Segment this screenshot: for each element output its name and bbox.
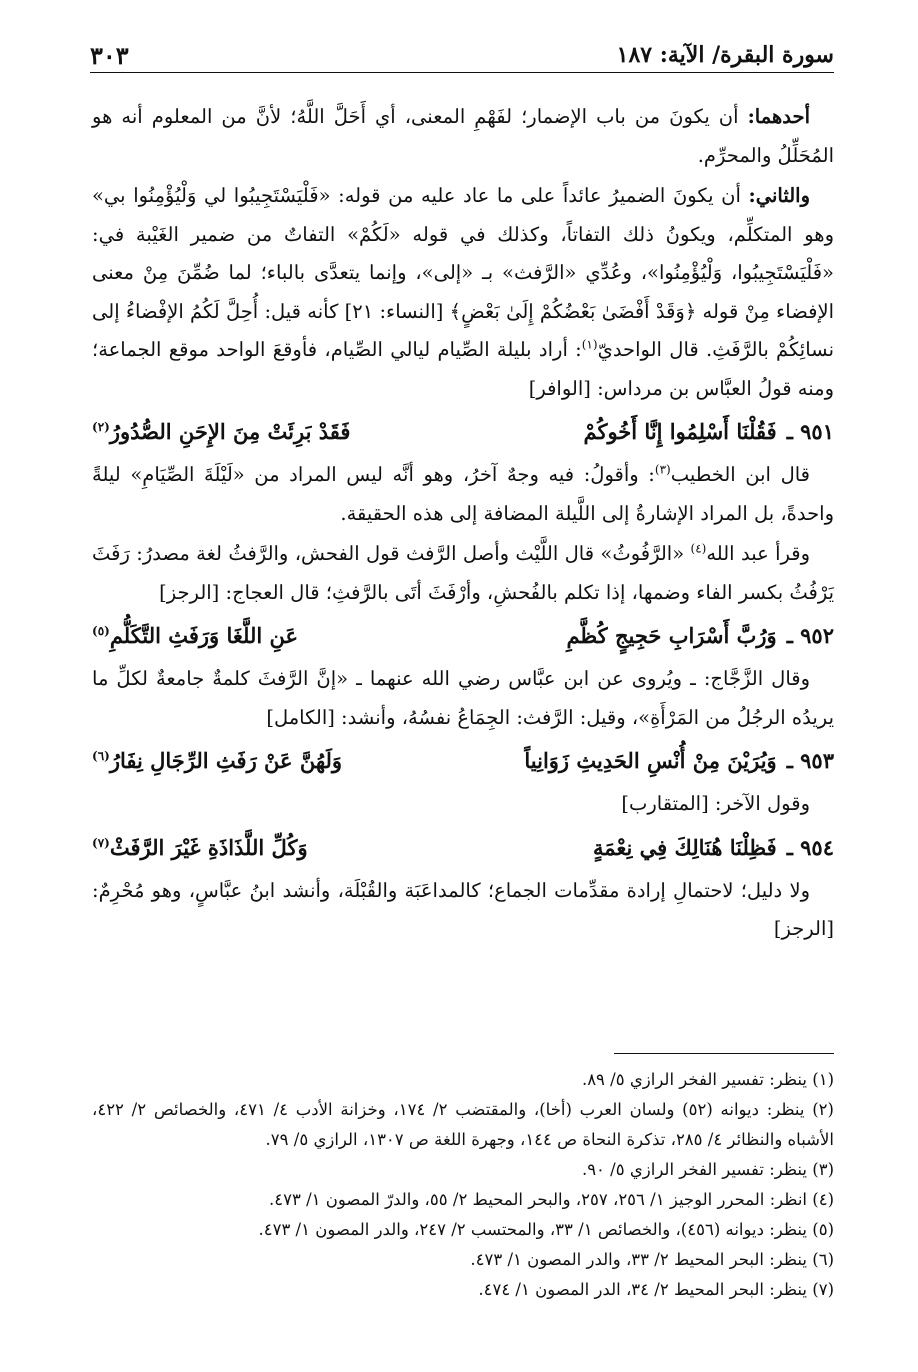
footnote-ref: (٣) xyxy=(654,462,671,477)
poetic-meter: [الكامل] xyxy=(266,705,335,729)
footnote-ref: (٧) xyxy=(92,835,110,850)
paragraph-text: وقال الزَّجَّاج: ـ ويُروى عن ابن عبَّاس رضي الله عنهما ـ «إنَّ الرَّفثَ كلمةٌ جامعةٌ لكلِّ ما يريدُه الرجُلُ من المَرْأَةِ»، وقيل: الرَّفث: الجِمَاعُ نفسُهُ، وأنشد: xyxy=(92,667,834,729)
verse-953 xyxy=(92,739,834,783)
verse-hemistich-first: وَرُبَّ أَسْرَابِ حَجِيجٍ كُظَّمِ xyxy=(566,623,777,648)
verse-952 xyxy=(92,614,834,658)
verse-number: ٩٥١ ـ xyxy=(786,419,834,444)
footnote-ref: (١) xyxy=(581,337,598,352)
verse-hemistich-second xyxy=(92,826,434,870)
paragraph-text: وقول الآخر: xyxy=(714,792,810,815)
paragraph-first-opinion xyxy=(92,98,834,175)
verse-hemistich-first: وَيُرَيْنَ مِنْ أُنْسِ الحَدِيثِ زَوَانِياً xyxy=(524,748,777,773)
footnote-item: (٦) ينظر: البحر المحيط ٢/ ٣٣، والدر المصون ١/ ٤٧٣. xyxy=(470,1250,834,1269)
paragraph-text: : أراد بليلة الصِّيام ليالي الصِّيام، فأوقعَ الواحد موقع الجماعة؛ ومنه قولُ العبَّاس بن مرداس: xyxy=(92,338,834,400)
paragraph-other-saying xyxy=(92,785,834,824)
verse-text: فَقَدْ بَرِئَتْ مِنَ الإِحَنِ الصُّدُورُ xyxy=(109,419,351,444)
paragraph-no-evidence xyxy=(92,872,834,949)
verse-hemistich-second xyxy=(92,614,434,658)
footnote-ref: (٦) xyxy=(92,749,110,763)
poetic-meter: [الرجز] xyxy=(773,917,834,940)
footnote-divider xyxy=(614,1053,834,1054)
poetic-meter: [الرجز] xyxy=(159,580,220,604)
verse-text: عَنِ اللَّغَا وَرَفَثِ التَّكَلُّمِ xyxy=(109,623,299,648)
header-title: سورة البقرة/ الآية: ١٨٧ xyxy=(616,42,834,68)
paragraph-abdullah-reading xyxy=(92,535,834,612)
paragraph-second-opinion xyxy=(92,177,834,408)
paragraph-ibn-khatib xyxy=(92,456,834,533)
verse-number: ٩٥٤ ـ xyxy=(786,834,834,860)
paragraph-text: وقرأ عبد الله xyxy=(706,542,810,565)
footnote-item: (٢) ينظر: ديوانه (٥٢) ولسان العرب (أخا)، والمقتضب ٢/ ١٧٤، وخزانة الأدب ٤/ ٤٧١، والخصائص ٢/ ٤٢٢، الأشباه والنظائر ٤/ ٢٨٥، تذكرة النحاة ص ١٤٤، وجهرة اللغة ص ١٣٠٧، الرازي ٥/ ٧٩. xyxy=(92,1100,834,1149)
verse-hemistich-second xyxy=(92,410,434,454)
footnote-item: (٤) انظر: المحرر الوجيز ١/ ٢٥٦، ٢٥٧، والبحر المحيط ٢/ ٥٥، والدرّ المصون ١/ ٤٧٣. xyxy=(268,1190,834,1209)
verse-text: وَلَهُنَّ عَنْ رَفَثِ الرِّجَالِ نِفَارُ xyxy=(109,748,343,773)
footnotes xyxy=(92,1065,834,1305)
verse-number: ٩٥٣ ـ xyxy=(786,748,834,773)
paragraph-text: : وأقولُ: فيه وجهٌ آخرُ، وهو أنَّه ليس المراد من «لَيْلَةَ الصِّيَامِ» ليلةً واحدةً، بل المراد الإشارةُ إلى اللَّيلة المضافة إلى هذه الحقيقة. xyxy=(92,463,834,525)
poetic-meter: [الوافر] xyxy=(528,376,591,400)
running-header xyxy=(90,38,834,73)
paragraph-lead: أحدهما: xyxy=(747,105,810,128)
footnote-item: (٣) ينظر: تفسير الفخر الرازي ٥/ ٩٠. xyxy=(581,1160,834,1179)
paragraph-lead: والثاني: xyxy=(748,184,811,207)
footnote-item: (٥) ينظر: ديوانه (٤٥٦)، والخصائص ١/ ٣٣، والمحتسب ٢/ ٢٤٧، والدر المصون ١/ ٤٧٣. xyxy=(258,1220,834,1239)
verse-number: ٩٥٢ ـ xyxy=(786,623,834,648)
footnote-ref: (٤) xyxy=(690,541,707,556)
paragraph-text: قال ابن الخطيب xyxy=(670,463,810,486)
paragraph-text: أن يكونَ الضميرُ عائداً على ما عاد عليه من قوله: «فَلْيَسْتَجِيبُوا لي وَلْيُؤْمِنُوا بي» وهو المتكلِّم، ويكونُ ذلك التفاتاً، وكذلك في قوله «لَكُمْ» التفاتٌ من ضمير الغَيْبة في: «فَلْيَسْتَجِيبُوا، وَلْيُؤْمِنُوا»، وعُدِّي «الرَّفث» بـ «إلى»، وإنما يتعدَّى بالباء؛ لما ضُمِّنَ مِنْ معنى الإفضاء مِنْ قوله ﴿وَقَدْ أَفْضَىٰ بَعْضُكُمْ إِلَىٰ بَعْضٍ﴾ [النساء: ٢١] كأنه قيل: أُحِلَّ لَكُمُ الإفْضاءُ إلى نسائِكُمْ بالرَّفَثِ. قال الواحديّ xyxy=(92,184,834,361)
verse-hemistich-first: فَظِلْنَا هُنَالِكَ فِي نِعْمَةٍ xyxy=(592,834,777,860)
verse-hemistich-second xyxy=(92,739,434,783)
footnote-ref: (٥) xyxy=(92,624,110,638)
paragraph-text: «الرَّفُوثُ» قال اللَّيْث وأصل الرَّفث قول الفحش، والرَّفثُ لغة مصدرُ: رَفَثَ يَرْفُثُ بكسر الفاء وضمها، إذا تكلم بالفُحشِ، وأرْفَثَ أتَى بالرَّفثِ؛ قال العجاج: xyxy=(92,542,834,604)
paragraph-text: ولا دليل؛ لاحتمالِ إرادة مقدِّمات الجماع؛ كالمداعَبَة والقُبْلَة، وأنشد ابنُ عبَّاسٍ، وهو مُحْرِمٌ: xyxy=(92,878,810,902)
page-number: ٣٠٣ xyxy=(90,41,129,70)
verse-hemistich-first: فَقُلْنَا أَسْلِمُوا إِنَّا أَخُوكُمْ xyxy=(583,419,777,444)
footnote-item: (١) ينظر: تفسير الفخر الرازي ٥/ ٨٩. xyxy=(581,1070,834,1089)
verse-954 xyxy=(92,826,834,870)
poetic-meter: [المتقارب] xyxy=(621,792,709,815)
verse-text: وَكُلِّ اللَّذَاذَةِ غَيْرَ الرَّفَثْ xyxy=(109,834,308,860)
footnote-item: (٧) ينظر: البحر المحيط ٢/ ٣٤، الدر المصون ١/ ٤٧٤. xyxy=(478,1280,834,1299)
verse-951 xyxy=(92,410,834,454)
paragraph-zajjaj xyxy=(92,660,834,737)
main-text xyxy=(92,98,834,951)
paragraph-text: أن يكونَ من باب الإضمار؛ لفَهْمِ المعنى، أي أَحَلَّ اللَّهُ؛ لأنَّ من المعلوم أنه هو المُحَلِّلُ والمحرِّم. xyxy=(92,105,834,167)
footnote-ref: (٢) xyxy=(92,420,110,434)
